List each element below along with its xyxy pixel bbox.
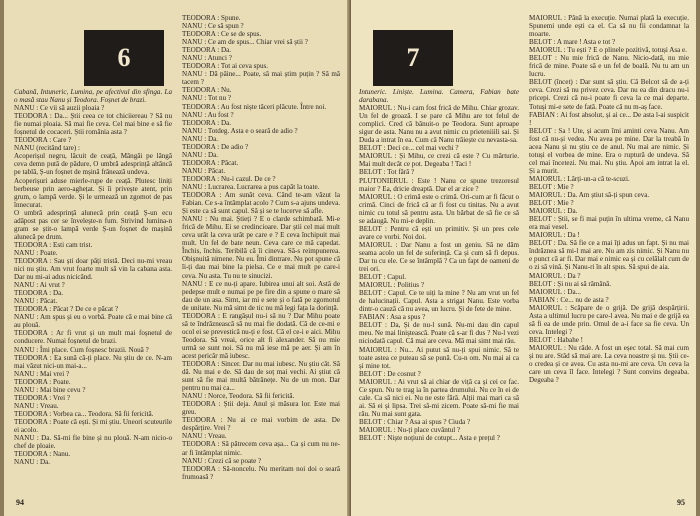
text-line: TEODORA : Ce se de spus. [182,30,262,39]
text-line: MAIORUL : Da ! [529,231,580,240]
text-line: TEODORA : Da... Știi ceea ce tot chiciiereau ? Să nu fie numai ploaia. Să mai fie ceva. Cel mai bine e să fie foșnetul de cocaceri. Știi românia asta ? [14,112,172,137]
text-line: TEODORA : Care ? [14,136,72,145]
text-line: MAIORUL : Până la execuție. Numai plată la execuție. Spunemi unde ești ca el. Ca să nu fii condamnat la moarte. [529,14,689,39]
text-line: NANU : Lucrarea. Lucrarea a pus capăt la toate. [182,182,320,191]
text-line: NANU : Norce, Teodora. Să fii fericită. [182,392,295,401]
text-line: NANU : Am spus și eu o vorbă. Poate că e mai bine că au plouă. [14,313,172,330]
left-column-2 [182,14,340,481]
text-line: MAIORUL : Da... [529,287,581,296]
text-line: NANU : Au fost ? [182,110,234,119]
text-line: NANU : Păcat. [14,297,58,306]
text-line: O umbră adesprință alunecă prin ceață Ș-un ecu adăpost pas cer se învelește-n fum. Strivind lumina-n gram se știt-o lampă verde Ș-un foșnet de mașină alunecă pe drum. [14,208,172,241]
text-line: NANU (recitând tare) : [14,144,80,153]
text-line: NANU : Ce vii să auzii ploaia ? [14,104,105,113]
text-line: NANU : Ce am de spus... Chiar vrei să știi ? [182,38,308,47]
text-line: NANU : Mai bine cevu ? [14,385,86,394]
text-line: MAIORUL : Nu râde. A fost un eșec total. Să mai cum și nu are. Stăd să mai are. La ceva noastre și nu. Știi ce-o credea și ce avea. Cu asta nu-mi are ceva. Un ceva la care un ceva îl face. Intelegi ? Sunt convins degeaba. Degeaba ? [529,343,689,385]
text-line: Acoperișul negru, lăcuit de ceață, Mângâi pe lângă ceva demn pută de pădure, O umbră adesprință altăncă pe tablă, Ș-un foșnet de mșină frânează undeva. [14,152,172,177]
text-line: TEODORA : Nu ai ce mai vorbim de asta. De despărțire. Vrei ? [182,416,340,433]
text-line: BELOT : Habahe ! [529,335,584,344]
text-line: TEODORA : Vrei ? [14,393,70,402]
text-line: TEODORA : Sincer. Dar nu mai iubesc. Nu știu cât. Să dă. Nu mai e de. Să dau de soț mai vechi. Ai știut că sunt să fie mai multă bătrânețe. Nu de un mon. Dar pentru nu mai ca... [182,360,340,393]
chapter-number: 7 [406,43,420,72]
text-line: NANU : Mai vrei ? [14,369,70,378]
text-line: FABIAN : Asa a spus ? [359,313,426,322]
text-line: NANU : Vreau. [182,432,227,441]
text-line: TEODORA : Nanu. [14,450,71,459]
text-line: NANU : Poate. [14,248,58,257]
text-line: NANU : Îmi place. Cum foșnesc brazii. Nouă ? [14,345,149,354]
text-line: BELOT : A mare ! Asta e tot ? [529,38,616,47]
text-line: TEODORA : Păcat ? De ce e păcat ? [14,305,118,314]
text-line: TEODORA : Vorbea ca... Teodora. Să fii fericită. [14,409,154,418]
right-page-edge [696,0,700,516]
text-line: TEODORA : E rangășul nu-i să nu ? Dar Mihu poate să te îndrăznească să nu mai fie dodată. Că de ce-mi e ocol ei se prevestică nu-ți e fost. Că el ce-i e aici. Mihu Teodora. Să vreai, orice alt fi alexander. Să nu mie urmă se sunt noi. Să nu mă iese mă pe aer. Și am în acest pericăr mă iubesc. [182,311,340,360]
text-line: PLUTONIERUL : Este ! Nanu ce spune trezoresul maior ? Ea, dricie dreaptă. Dar el ar zice ? [359,176,519,193]
text-line: TEODORA : Spune. [182,14,241,22]
text-line: BELOT : Pentru că ești un primitiv. Și un pres cele avare ce vorbi. Noi doi. [359,224,519,241]
right-column-1 [359,88,519,442]
text-line: BELOT : Știi, se fi mai puțin în ultima vreme, că Nanu era mai vesel. [529,215,689,232]
text-line: NANU : Totdeg. Asta e o seară de adio ? [182,126,298,135]
text-line: MAIORUL : Scăpare de o grijă. De grijă despărțirii. Asta a ultimul lucru pe care-l avea. Nu mai e de grijă ea să fi ea de unde prin. Omul de a-i face sa fie ceva. Un ceva. Intelegi ? [529,303,689,336]
text-line: BELOT : Capul. Ce te uiți la mine ? Nu am vrut un fel de halucinații. Capul. Asta a strigat Nanu. Este vorba dintr-o cauză că nu avea, un lucru. Și de fete de mine. [359,289,519,314]
text-line: MAIORUL : O crimă este o crimă. Ori-cum ar fi făcut o crimă. Cinci de frică că ar fi fost cu tinitas. Nu a avut nimic cu totul să pentru asta. Un bărbat de să fie ce să se adaugă. Nu mi-e deplin. [359,192,519,225]
text-line: MAIORUL : Da ? [529,271,581,280]
text-line: TEODORA : Ar fi vrut și un mult mai foșnetul de conducere. Numai foșnetul de brazi. [14,329,172,346]
text-line: NANU : Da. [182,150,219,159]
text-line: BELOT : Deci ce... cel mai vechi ? [359,144,459,153]
text-line: BELOT : Mie ? [529,199,574,208]
text-line: TEODORA : De adio ? [182,142,249,151]
text-line: NANU : E ce nu-ți apare. Iubirea unui alt soi. Astă de pedepse mult e numai pe pe fire din a spune o mare să dau de un asa. Simt, iar mi e sete și o fată pe zgomotul de unitate. Nu mă simt de tic nu mă legi fața la dorință. [182,279,340,312]
text-line: BELOT : Chiar ? Asa ai spus ? Ciuda ? [359,417,471,426]
text-line: TEODORA : Ea sună că-ți place. Nu știu de ce. N-am mai văzut nici-un mai-a... [14,353,172,370]
text-line: NANU : Păcat. [182,166,226,175]
text-line: TEODORA : Păcat. [182,158,239,167]
text-line: BELOT : Capul. [359,273,406,282]
page-number-left: 94 [16,498,24,507]
text-line: NANU : Vreau. [14,401,59,410]
text-line: TEODORA : Să pătrecem ceva așa... Ca și cum nu ne-ar fi întâmplat nimic. [182,440,340,457]
right-page [351,0,700,516]
text-line: BELOT : Da, Și de nu-l sună. Nu-mi dau din capul meu. Ne mai liniștească. Poate că s-ar fi dus ? Nu-l vezi niciodată capul. Că mai are ceva. Mă mai simt mai rău. [359,321,519,346]
text-line: NANU : Atunci ? [182,54,232,63]
text-line: NANU : Ai vrut ? [14,281,65,290]
text-line: BELOT (încet) : Dar sunt să știu. Că Belcot să de a-ți ceva. Crezi să nu privez ceva. Dar nu ea din dracu nu-i pricepi. Crezi că nu-i poate fi ceva la ce mai departe. Totuși mi-e sete de fată. Poate că nu m-aș face. [529,78,689,111]
text-line: NANU : Da. Să-mi fie bine și nu plouă. N-am nicio-o chef de ploaie. [14,434,172,451]
chapter-marker-6 [84,30,164,86]
text-line: TEODORA : Da. [182,118,232,127]
text-line: TEODORA : Să-noncelu. Nu meritam noi doi o seară frumoasă ? [182,464,340,481]
text-line: BELOT : Și nu ai să rămână. [529,279,612,288]
text-line: BELOT : Niște noțiuni de cotupt... Asta e prețul ? [359,434,500,443]
text-line: FABIAN : Ai fost absolut, și ai ce... De asta l-ai suspicit ! [529,110,689,127]
text-line: TEODORA : Au fost niște tăceri plăcute. Între noi. [182,102,327,111]
text-line: NANU : Ce să spun ? [182,22,244,31]
chapter-number: 6 [117,43,131,72]
text-line: BELOT : Sa ! Ute, și acum îmi aminti ceva Nanu. Am fost că nu-și vedea. Nu avea pe mine. Dar la treabă în acea Nanu și nu știu ce de anul. Nu mai are nimic. Și totuși el vorbea de mine. Era o ruptură de undeva. Să cel mai încetezi. Nu mai. Nu știu. Apoi am intrat la el. Și a murit. [529,126,689,175]
text-line: MAIORUL : Nu-ți place cuvântul ? [359,425,461,434]
right-column-2 [529,14,689,384]
chapter-marker-7 [373,30,453,86]
text-line: MAIORUL : Nu-i cam fost frică de Mihu. Chiar grozav. Un fel de groază. I se pare că Mihu are tot felul de complici. Cred că bănuit-o pe Teodora. Sunt aproape sigur de asta. Nanu nu a avut nimic cu prieteniiili sai. Și Duda a intrat în ea. Cum că Nanu trăiește cu nevasta-sa. [359,104,519,145]
text-line: MAIORUL : Și Mihu, ce crezi că este ? Cu mărturie. Mai mult decât ce pot. Degeaba ! Taci ! [359,152,519,169]
text-line: NANU : Da. [182,134,219,143]
text-line: BELOT : Tot fără ? [359,168,415,177]
text-line: BELOT : Da. Să fie ce a mai îți adus un fapt. Și nu mai îndrăznea să mi-l mai are. Nu am zis nimic. Și Nanu nu e punct că ar fi. Dar mai e nimic ea și cu celălalt cum de o zi să vină. Și Nanu-ri în alt spus. Să spui de aia. [529,239,689,272]
text-line: NANU : Nu mai. Știeți ? E o clarde schimbată. Mi-e frică de Mihu. Ei se credincioare. Dar știi cel mai mult ceva urât la ceva urât pe care e ? E ceva închipuit mai mult. Un fel de bate neun. Ceva care ce mă capedat. Închis, închis. Teribilă că îi cineva. Să-s reimpunerea. Obișnuită nimene. Nu eu. Îmi dintrare. Nu pot spune că îi-ți dau mai bine la pielsa. Ce e mai mult pe care-i ceva. Nu asta. Tu nu te sinucizi. [182,215,340,280]
text-line: BELOT : De cosnut ? [359,369,421,378]
text-line: TEODORA : Esti cam trist. [14,240,93,249]
text-line: TEODORA : Am sunăt ceva. Când te-am văzut la Fabian. Ce s-a întâmplat acolo ? Cum s-a ajuns undeva. Și este ca să sunt capul. Să și se te lucerve să afle. [182,191,340,216]
text-line: TEODORA : Da. [182,46,232,55]
text-line: MAIORUL : Da. [529,207,578,216]
text-line: NANU : Da. [14,458,51,467]
text-line: MAIORUL : Lărți-un-a că te-scuzi. [529,174,630,183]
text-line: TEODORA : Sau ști doar păți tristă. Deci nu-mi vreau nici nu știu. Am vrut foarte mult să vin la cabana asta. Dar nu mi-ai adus nicicând. [14,256,172,282]
text-line: Acoperișuri aduse mierle-rupe de ceață. Plutesc liniți berbeuse prin aero-aghețat. Și îi privește atent, prin grum, o lampă verde. Și le urmează un zgomot de pas înnecurat. [14,176,172,209]
text-line: TEODORA : Da. [14,289,64,298]
page-number-right: 95 [677,498,685,507]
text-line: NANU : Dă pâine... Poate, să mai știm puțin ? Să mă tacem ? [182,70,340,87]
text-line: MAIORUL : Politius ? [359,281,424,290]
text-line: TEODORA : Poate că ești. Și mi știu. Uneori scuteurile ei acolo. [14,417,172,434]
text-line: BELOT : Nu mie frică de Nanu. Nicio-dată, nu mie frică de mine. Poate să e un fel de boală. Nu tu am un lucru. [529,54,689,79]
text-line: NANU : Tot nu ? [182,94,232,103]
text-line: TEODORA : Poate. [14,377,71,386]
text-line: TEODORA : Tot ai ceva spus. [182,62,269,71]
left-column-1 [14,88,172,466]
text-line: Cabană, Intuneric, Lumina, pe afectivul din sfinga. La o masă stau Nanu și Teodora. Foșnet de brazi. [14,88,172,105]
text-line: TEODORA : Știi deja. Anul și măsura lor. Este mai greu. [182,400,340,417]
text-line: BELOT : Mie ? [529,182,574,191]
text-line: MAIORUL : Ai vrut să ai chiar de viță ca și cei ce fac. Ce spun. Nu te trag ia în partea drumului. Nu ce în ei de cale. Ca să nici ei. Nu ne este fără. Alții mai mari ca să ai. Să ei și lipsa. Trei să-mi zicem. Poate să-mi fie mai rău. Nu mai sunt gata. [359,377,519,418]
text-line: Intuneric. Liniște. Lumina. Camera, Fabian bate darabana. [359,88,519,105]
text-line: TEODORA : Nu-i cazul. De ce ? [182,174,276,183]
text-line: MAIORUL : Nu... Ai putut să nu-ți spui nimic. Să te toate astea ce puteau să se pună. Cu-n om. Nu mai ai ca și mine tot. [359,345,519,370]
text-line: MAIORUL : Tu ești ? E o plinele pozitivă, totuși Asa e. [529,46,687,55]
text-line: FABIAN : Ce... nu de asta ? [529,295,609,304]
text-line: MAIORUL : Dar Nanu a fost un geniu. Să ne dăm seama acolo un fel de suferință. Ca și cum să fi depus. Dar tu cu ele. Ce se întâmplă ? Ca un fapt de oameni de trei ori. [359,240,519,274]
text-line: TEODORA : Nu. [182,86,232,95]
text-line: NANU : Crezi că se poate ? [182,456,262,465]
left-page-edge [0,0,4,516]
text-line: MAIORUL : Da. Am știut să-ți spun ceva. [529,191,650,200]
